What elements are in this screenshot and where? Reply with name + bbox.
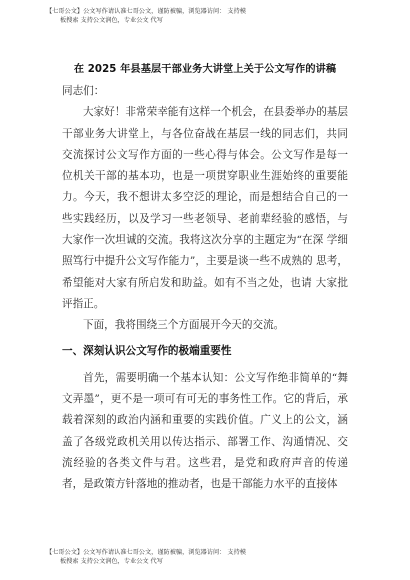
footer-line-2: 板搜索 支持公文润色，专业公文 代写 [60,558,163,565]
footer-line-1: 【七哥公文】公文写作请认准七哥公文，谨防被骗，浏览器访问： 支持模 [46,549,246,556]
document-body [62,81,348,496]
header-line-1: 【七哥公文】公文写作请认准七哥公文，谨防被骗，浏览器访问： 支持模 [46,8,246,15]
document-title: 在 2025 年县基层干部业务大讲堂上关于公文写作的讲稿 [73,64,337,75]
paragraph-intro: 大家好！非常荣幸能有这样一个机会，在县委举办的基层干部业务大讲堂上，与各位奋战在基层一线的同志们，共同交流探讨公文写作方面的一些心得与体会。公文写作是每一位机关干部的基本功，也是一项贯穿职业生涯始终的重要能力。今天，我不想讲太多空泛的理论，而是想结合自己的一些实践经历，以及学习一些老领导、老前辈经验的感悟，与大家作一次坦诚的交流。我将这次分享的主题定为“在深 学细照笃行中提升公文写作能力”，主要是谈一些不成熟的 思考，希望能对大家有所启发和助益。如有不当之处，也请 大家批评指正。 [62,106,348,310]
page-footer [46,548,376,566]
paragraph-outline: 下面，我将围绕三个方面展开今天的交流。 [83,319,285,332]
paragraph-section-1: 首先，需要明确一个基本认知：公文写作绝非简单的“舞文弄墨”，更不是一项可有可无的事务性工作。它的背后，承载着深刻的政治内涵和重要的实践价值。广义上的公文，涵盖了各级党政机关用以传达指示、部署工作、沟通情况、交流经验的各类文件与君。这些君，是党和政府声音的传递者，是政策方针落地的推动者，也是干部能力水平的直接体 [62,371,348,491]
salutation: 同志们： [62,85,105,97]
section-heading-1: 一、深刻认识公文写作的极端重要性 [62,344,232,357]
page-header [46,7,376,25]
header-line-2: 板搜索 支持公文润色，专业公文 代写 [60,17,163,24]
